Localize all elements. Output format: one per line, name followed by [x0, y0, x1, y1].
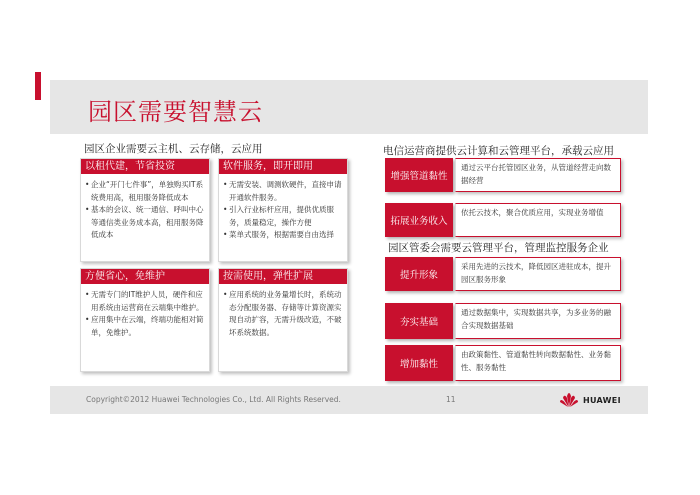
left-section-heading: 园区企业需要云主机、云存储，云应用	[84, 143, 263, 155]
huawei-logo	[558, 392, 630, 408]
card-bullet: • 引入行业标杆应用，提供优质服务，质量稳定，操作方便	[223, 204, 343, 229]
desc-improve-image: 采用先进的云技术，降低园区进驻成本，提升园区服务形象	[455, 257, 621, 291]
card-title: 以租代建，节省投资	[81, 159, 209, 174]
card-software-service	[218, 158, 348, 262]
card-bullet: • 菜单式服务，根据需要自由选择	[223, 229, 343, 242]
logo-text: HUAWEI	[583, 395, 621, 405]
card-bullet: • 无需安装、调测软硬件，直接申请开通软件服务。	[223, 179, 343, 204]
card-bullet: • 应用系统的业务量增长时，系统动态分配服务器、存储等计算资源实现自动扩容，无需升级改造，不破坏系统数据。	[223, 289, 343, 339]
huawei-petal-icon	[558, 392, 580, 408]
right-top-heading: 电信运营商提供云计算和云管理平台，承载云应用	[383, 145, 614, 157]
card-no-maintenance	[80, 268, 210, 372]
label-solid-foundation: 夯实基础	[385, 303, 453, 339]
card-bullet: • 无需专门的IT维护人员，硬件和应用系统由运营商在云端集中维护。	[85, 289, 205, 314]
page-number: 11	[446, 395, 456, 404]
label-improve-image: 提升形象	[385, 257, 453, 291]
card-bullet: • 应用集中在云端，终端功能相对简单，免维护。	[85, 314, 205, 339]
slide-title: 园区需要智慧云	[88, 98, 263, 126]
card-rent-instead-build	[80, 158, 210, 262]
desc-increase-stickiness: 由政策黏性、管道黏性转向数据黏性、业务黏性、服务黏性	[455, 345, 621, 381]
card-title: 软件服务，即开即用	[219, 159, 347, 174]
card-bullet: • 基本的会议、统一通信、呼叫中心等通信类业务成本高，租用服务降低成本	[85, 204, 205, 242]
card-title: 按需使用，弹性扩展	[219, 269, 347, 284]
desc-expand-revenue: 依托云技术，聚合优质应用，实现业务增值	[455, 203, 621, 237]
card-title: 方便省心，免维护	[81, 269, 209, 284]
title-accent-bar	[35, 72, 41, 100]
right-bottom-heading: 园区管委会需要云管理平台，管理监控服务企业	[388, 242, 609, 254]
label-enhance-pipe-stickiness: 增强管道黏性	[385, 158, 453, 192]
label-expand-revenue: 拓展业务收入	[385, 203, 453, 237]
card-bullet: • 企业“开门七件事”，单独购买IT系统费用高，租用服务降低成本	[85, 179, 205, 204]
copyright-text: Copyright©2012 Huawei Technologies Co., Ltd. All Rights Reserved.	[86, 395, 341, 404]
desc-enhance-pipe-stickiness: 通过云平台托管园区业务，从管道经营走向数据经营	[455, 158, 621, 192]
desc-solid-foundation: 通过数据集中，实现数据共享，为多业务的融合实现数据基础	[455, 303, 621, 339]
label-increase-stickiness: 增加黏性	[385, 345, 453, 381]
card-elastic-scaling	[218, 268, 348, 372]
